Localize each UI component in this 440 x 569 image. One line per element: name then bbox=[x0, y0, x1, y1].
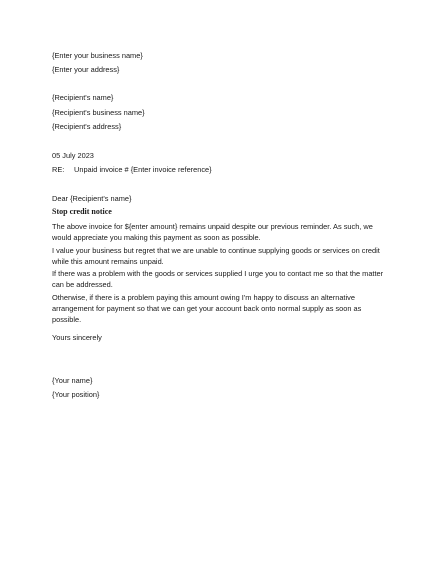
signature-name: {Your name} bbox=[52, 376, 93, 385]
subject-text: Unpaid invoice # {Enter invoice reference} bbox=[74, 165, 212, 174]
recipient-business-name: {Recipient's business name} bbox=[52, 108, 145, 117]
subject-line bbox=[52, 165, 212, 175]
subject-label: RE: bbox=[52, 165, 65, 174]
recipient-address: {Recipient's address} bbox=[52, 122, 122, 131]
body-paragraph-3: If there was a problem with the goods or services supplied I urge you to contact me so that the matter can be addressed. bbox=[52, 269, 384, 289]
salutation: Dear {Recipient's name} bbox=[52, 194, 132, 203]
recipient-name: {Recipient's name} bbox=[52, 93, 114, 102]
body-paragraph-4: Otherwise, if there is a problem paying this amount owing I'm happy to discuss an alternative arrangement for payment so that we can get your account back onto normal supply as soon as possible. bbox=[52, 293, 362, 324]
signature-position: {Your position} bbox=[52, 390, 100, 399]
sender-address: {Enter your address} bbox=[52, 65, 120, 74]
closing: Yours sincerely bbox=[52, 333, 102, 342]
body-paragraph-2: I value your business but regret that we are unable to continue supplying goods or services on credit while this amount remains unpaid. bbox=[52, 246, 380, 266]
sender-business-name: {Enter your business name} bbox=[52, 51, 143, 60]
body-paragraph-1: The above invoice for ${enter amount} remains unpaid despite our previous reminder. As such, we would appreciate you making this payment as soon as possible. bbox=[52, 222, 373, 242]
notice-heading: Stop credit notice bbox=[52, 207, 112, 216]
letter-date: 05 July 2023 bbox=[52, 151, 94, 160]
